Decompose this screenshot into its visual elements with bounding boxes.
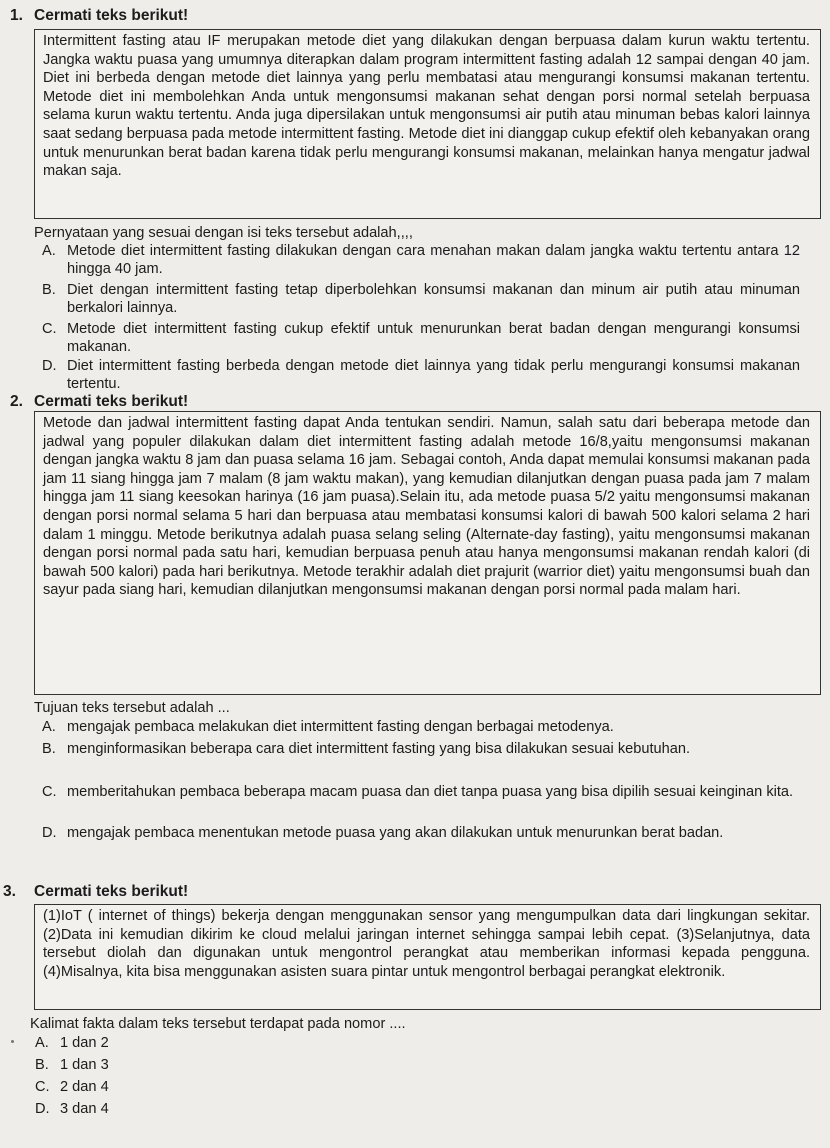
question-number: 3. bbox=[3, 883, 16, 900]
reading-passage bbox=[34, 411, 821, 695]
option-letter: B. bbox=[42, 282, 56, 298]
answer-option-a[interactable] bbox=[42, 718, 800, 736]
question-title: Cermati teks berikut! bbox=[34, 883, 189, 900]
option-text: 2 dan 4 bbox=[60, 1079, 109, 1095]
question-prompt: Tujuan teks tersebut adalah ... bbox=[34, 700, 230, 716]
option-letter: C. bbox=[42, 784, 57, 800]
answer-option-b[interactable] bbox=[42, 740, 800, 758]
question-number: 1. bbox=[10, 7, 23, 24]
question-heading bbox=[10, 7, 188, 25]
answer-option-a[interactable] bbox=[42, 242, 800, 279]
answer-option-d[interactable] bbox=[42, 357, 800, 394]
question-prompt: Pernyataan yang sesuai dengan isi teks tersebut adalah,,,, bbox=[34, 225, 413, 241]
reading-passage bbox=[34, 904, 821, 1010]
answer-option-d[interactable] bbox=[35, 1100, 360, 1118]
option-letter: D. bbox=[35, 1101, 50, 1117]
passage-text: Metode dan jadwal intermittent fasting dapat Anda tentukan sendiri. Namun, salah satu dari beberapa metode dan jadwal yang populer dilakukan dalam diet intermittent fasting adalah metode 16/8,yaitu mengonsumsi makanan dengan jangka waktu 8 jam dan puasa selama 16 jam. Sebagai contoh, Anda dapat memulai konsumsi makanan pada jam 11 siang hingga jam 7 malam (8 jam waktu makan), yang kemudian dilanjutkan dengan puasa pada jam 7 malam hingga jam 11 siang keesokan harinya (16 jam puasa).Selain itu, ada metode puasa 5/2 yaitu mengonsumsi makanan dengan porsi normal selama 5 hari dan berpuasa atau membatasi konsumsi kalori di bawah 500 kalori selama 2 hari dalam 1 minggu. Metode berikutnya adalah puasa selang seling (Alternate-day fasting), yaitu mengonsumsi makanan dengan porsi normal pada satu hari, kemudian berpuasa penuh atau hanya mengonsumsi makanan rendah kalori (di bawah 500 kalori) pada hari berikutnya. Metode terakhir adalah diet prajurit (warrior diet) yaitu mengonsumsi buah dan sayur pada siang hari, kemudian dilanjutkan mengonsumsi makanan dengan porsi normal pada malam hari. bbox=[43, 415, 810, 599]
question-title: Cermati teks berikut! bbox=[34, 393, 189, 410]
option-letter: A. bbox=[35, 1035, 49, 1051]
answer-option-d[interactable] bbox=[42, 824, 800, 842]
answer-option-c[interactable] bbox=[42, 783, 800, 801]
answer-option-c[interactable] bbox=[42, 320, 800, 357]
option-text: Diet intermittent fasting berbeda dengan metode diet lainnya yang tidak perlu mengurangi konsumsi makanan tertentu. bbox=[67, 358, 800, 393]
option-letter: B. bbox=[42, 741, 56, 757]
answer-option-a[interactable] bbox=[35, 1034, 360, 1052]
option-text: memberitahukan pembaca beberapa macam puasa dan diet tanpa puasa yang bisa dipilih sesuai keinginan kita. bbox=[67, 784, 794, 800]
option-letter: D. bbox=[42, 358, 57, 374]
answer-option-b[interactable] bbox=[35, 1056, 360, 1074]
option-text: 1 dan 3 bbox=[60, 1057, 109, 1073]
option-text: mengajak pembaca menentukan metode puasa yang akan dilakukan untuk menurunkan berat badan. bbox=[67, 825, 724, 841]
option-text: mengajak pembaca melakukan diet intermittent fasting dengan berbagai metodenya. bbox=[67, 719, 614, 735]
question-prompt: Kalimat fakta dalam teks tersebut terdapat pada nomor .... bbox=[30, 1016, 406, 1032]
option-letter: C. bbox=[42, 321, 57, 337]
reading-passage bbox=[34, 29, 821, 219]
answer-option-b[interactable] bbox=[42, 281, 800, 318]
passage-text: Intermittent fasting atau IF merupakan metode diet yang dilakukan dengan berpuasa dalam kurun waktu tertentu. Jangka waktu puasa yang umumnya diterapkan dalam program intermittent fasting adalah 12 sampai dengan 40 jam. Diet ini berbeda dengan metode diet lainnya yang perlu membatasi atau mengurangi konsumsi makanan tertentu. Metode diet ini membolehkan Anda untuk mengonsumsi makanan sehat dengan porsi normal setelah berpuasa selama kurun waktu tertentu. Anda juga dipersilakan untuk mengonsumsi air putih atau minuman bebas kalori lainnya saat sedang berpuasa pada metode intermittent fasting. Metode diet ini dianggap cukup efektif oleh kebanyakan orang untuk menurunkan berat badan karena tidak perlu mengurangi konsumsi makanan, melainkan hanya mengatur jadwal makan saja. bbox=[43, 33, 810, 180]
option-letter: A. bbox=[42, 719, 56, 735]
option-text: menginformasikan beberapa cara diet intermittent fasting yang bisa dilakukan sesuai kebutuhan. bbox=[67, 741, 691, 757]
option-letter: B. bbox=[35, 1057, 49, 1073]
bullet-mark bbox=[11, 1040, 14, 1043]
option-text: Metode diet intermittent fasting dilakukan dengan cara menahan makan dalam jangka waktu tertentu antara 12 hingga 40 jam. bbox=[67, 243, 800, 278]
option-letter: C. bbox=[35, 1079, 50, 1095]
option-letter: D. bbox=[42, 825, 57, 841]
option-text: Diet dengan intermittent fasting tetap diperbolehkan konsumsi makanan dan minum air putih atau minuman berkalori lainnya. bbox=[67, 282, 800, 317]
option-text: Metode diet intermittent fasting cukup efektif untuk menurunkan berat badan dengan mengurangi konsumsi makanan. bbox=[67, 321, 800, 356]
option-letter: A. bbox=[42, 243, 56, 259]
answer-option-c[interactable] bbox=[35, 1078, 360, 1096]
question-number: 2. bbox=[10, 393, 23, 410]
question-heading bbox=[10, 393, 188, 411]
option-text: 3 dan 4 bbox=[60, 1101, 109, 1117]
passage-text: (1)IoT ( internet of things) bekerja dengan menggunakan sensor yang mengumpulkan data dari lingkungan sekitar. (2)Data ini kemudian dikirim ke cloud melalui jaringan internet sehingga sampai lebih cepat. (3)Selanjutnya, data tersebut diolah dan digunakan untuk mengontrol perangkat atau memberikan informasi kepada pengguna. (4)Misalnya, kita bisa menggunakan asisten suara pintar untuk mengontrol berbagai perangkat elektronik. bbox=[43, 908, 810, 980]
question-heading bbox=[3, 883, 188, 901]
question-title: Cermati teks berikut! bbox=[34, 7, 189, 24]
option-text: 1 dan 2 bbox=[60, 1035, 109, 1051]
